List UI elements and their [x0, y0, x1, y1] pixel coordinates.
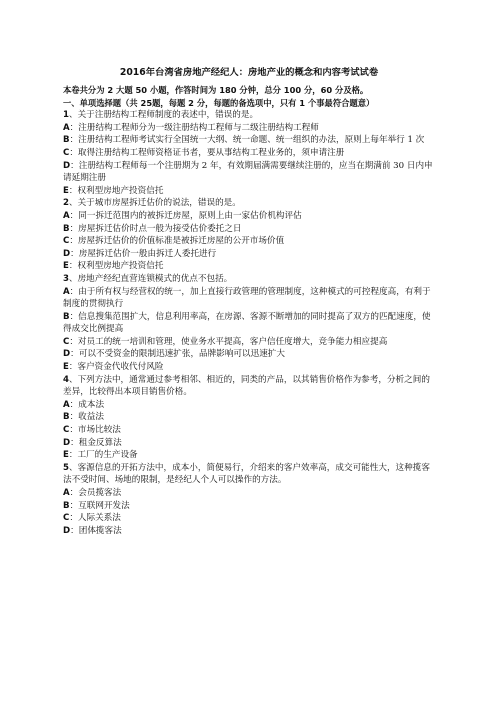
option-text: ：注册结构工程师每一个注册期为 2 年，有效期届满需要继续注册的，应当在期满前 30 日内申请延期注册 — [63, 160, 433, 184]
answer-option — [63, 160, 435, 185]
answer-option — [63, 336, 435, 349]
question-number: 2 — [63, 198, 69, 209]
option-letter: A — [63, 122, 70, 133]
option-text: ：客户资金代收代付风险 — [68, 362, 164, 373]
answer-option — [63, 210, 435, 223]
option-text: ：对员工的统一培训和管理，使业务水平提高，客户信任度增大，竞争能力相应提高 — [69, 336, 388, 347]
option-text: ：权利型房地产投资信托 — [68, 261, 164, 272]
document-title: 2016年台湾省房地产经纪人：房地产业的概念和内容考试试卷 — [119, 67, 379, 78]
question-number: 4 — [63, 374, 69, 385]
question-number: 5 — [63, 462, 69, 473]
answer-option — [63, 424, 435, 437]
answer-option — [63, 248, 435, 261]
option-text: ：同一拆迁范围内的被拆迁房屋，原则上由一家估价机构评估 — [69, 210, 302, 221]
option-letter: B — [63, 135, 70, 146]
answer-option — [63, 223, 435, 236]
option-letter: A — [63, 286, 70, 297]
option-letter: D — [63, 248, 71, 259]
option-letter: E — [63, 362, 69, 373]
option-text: ：信息搜集范围扩大，信息利用率高，在房源、客源不断增加的同时提高了双方的匹配速度，使得成交比例提高 — [63, 311, 431, 335]
option-letter: D — [63, 349, 71, 360]
option-letter: D — [63, 437, 71, 448]
question-number: 1 — [63, 110, 69, 121]
option-text: ：工厂的生产设备 — [68, 450, 138, 461]
option-letter: A — [63, 399, 70, 410]
answer-option — [63, 437, 435, 450]
question-stem — [63, 109, 435, 122]
answer-option — [63, 260, 435, 273]
answer-option — [63, 311, 435, 336]
option-letter: E — [63, 261, 69, 272]
option-text: ：可以不受资金的限制迅速扩张，品牌影响可以迅速扩大 — [70, 349, 285, 360]
option-text: ：互联网开发法 — [69, 500, 130, 511]
option-text: ：人际关系法 — [69, 513, 121, 524]
option-text: ：注册结构工程师分为一级注册结构工程师与二级注册结构工程师 — [69, 122, 319, 133]
answer-option — [63, 399, 435, 412]
question-text: 、关于城市房屋拆迁估价的说法，错误的是。 — [68, 198, 241, 209]
option-letter: C — [63, 147, 70, 158]
answer-option — [63, 361, 435, 374]
answer-option — [63, 525, 435, 538]
option-letter: B — [63, 500, 70, 511]
option-letter: D — [63, 160, 71, 171]
question-stem — [63, 197, 435, 210]
question-text: 、客源信息的开拓方法中，成本小，简便易行，介绍来的客户效率高，成交可能性大，这种揽客法不受时间、场地的限制，是经纪人个人可以操作的方法。 — [63, 462, 430, 486]
option-text: ：取得注册结构工程师资格证书者，要从事结构工程业务的，须申请注册 — [69, 147, 345, 158]
option-letter: E — [63, 450, 69, 461]
option-letter: E — [63, 185, 69, 196]
question-stem — [63, 374, 435, 399]
option-text: ：房屋拆迁估价一般由拆迁人委托进行 — [70, 248, 217, 259]
answer-option — [63, 411, 435, 424]
answer-option — [63, 134, 435, 147]
option-text: ：租金反算法 — [70, 437, 122, 448]
option-letter: C — [63, 513, 70, 524]
answer-option — [63, 185, 435, 198]
option-text: ：成本法 — [69, 399, 105, 410]
question-text: 、下列方法中，通常通过参考相邻、相近的，同类的产品，以其销售价格作为参考，分析之间的差异，比较得出本项目销售价格。 — [63, 374, 430, 398]
option-letter: C — [63, 236, 70, 247]
option-letter: B — [63, 412, 70, 423]
option-letter: C — [63, 425, 70, 436]
question-list — [63, 109, 435, 537]
question-stem — [63, 462, 435, 487]
option-text: ：权利型房地产投资信托 — [68, 185, 164, 196]
option-text: ：房屋拆迁估价时点一般为接受估价委托之日 — [69, 223, 242, 234]
question-number: 3 — [63, 273, 69, 284]
question-text: 、房地产经纪直营连锁模式的优点不包括。 — [68, 273, 233, 284]
question-stem — [63, 273, 435, 286]
answer-option — [63, 348, 435, 361]
section-heading: 一、单项选择题（共 25题，每题 2 分，每题的备选项中，只有 1 个事最符合题意） — [63, 97, 375, 108]
option-text: ：市场比较法 — [69, 425, 121, 436]
answer-option — [63, 147, 435, 160]
option-letter: D — [63, 525, 71, 536]
document-page — [63, 66, 435, 537]
answer-option — [63, 122, 435, 135]
option-text: ：房屋拆迁估价的价值标准是被拆迁房屋的公开市场价值 — [69, 236, 285, 247]
option-text: ：会员揽客法 — [69, 488, 122, 498]
answer-option — [63, 500, 435, 513]
answer-option — [63, 512, 435, 525]
answer-option — [63, 286, 435, 311]
answer-option — [63, 235, 435, 248]
answer-option — [63, 487, 435, 500]
question-text: 、关于注册结构工程师制度的表述中，错误的是。 — [68, 110, 259, 121]
option-text: ：由于所有权与经营权的统一，加上直接行政管理的管理制度，这种模式的可控程度高，有利于制度的贯彻执行 — [63, 286, 431, 310]
answer-option — [63, 449, 435, 462]
option-letter: B — [63, 223, 70, 234]
option-text: ：收益法 — [69, 412, 104, 423]
exam-intro: 本卷共分为 2 大题 50 小题，作答时间为 180 分钟，总分 100 分，60 分及格。 — [63, 85, 369, 95]
option-letter: A — [63, 210, 70, 221]
option-letter: B — [63, 311, 70, 322]
option-text: ：团体揽客法 — [70, 525, 122, 536]
option-letter: A — [63, 488, 70, 498]
option-text: ：注册结构工程师考试实行全国统一大纲、统一命题、统一组织的办法，原则上每年举行 1 次 — [69, 135, 425, 146]
option-letter: C — [63, 336, 70, 347]
